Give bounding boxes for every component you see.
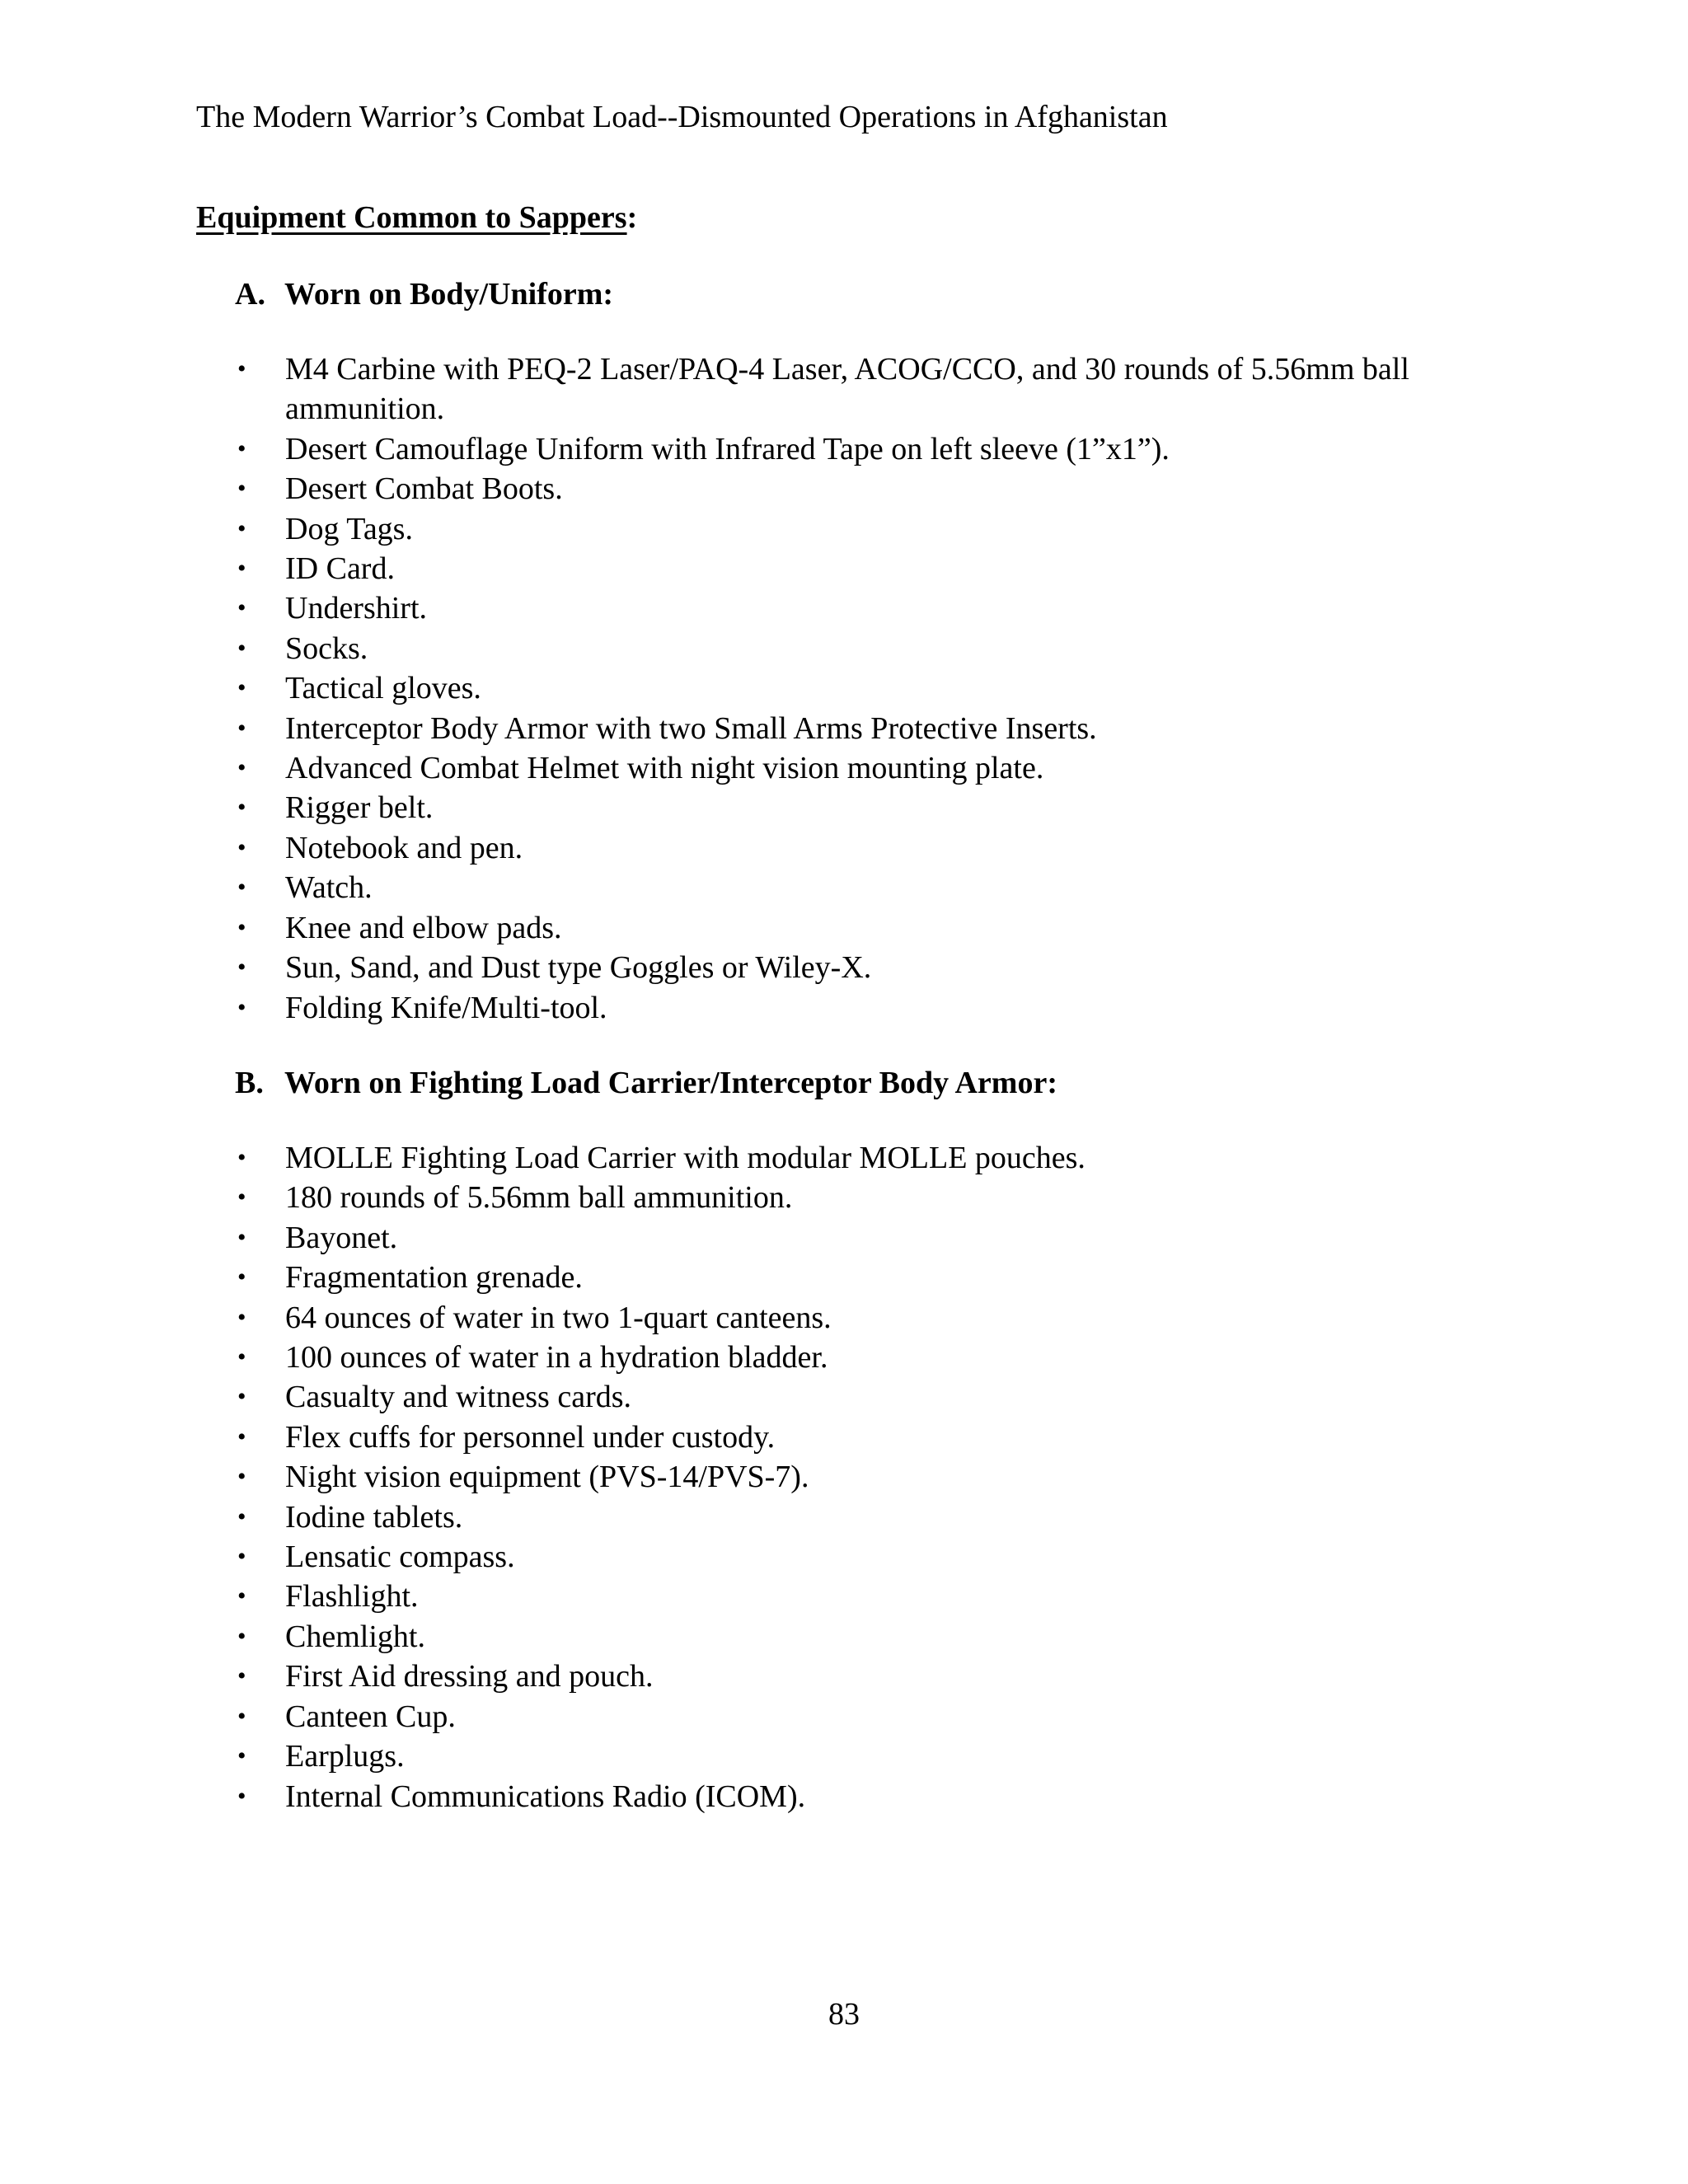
bullet-icon: • bbox=[237, 555, 246, 583]
section-heading bbox=[196, 198, 637, 237]
bullet-icon: • bbox=[237, 874, 246, 902]
list-item bbox=[0, 668, 1688, 708]
list-item bbox=[0, 1258, 1688, 1297]
bullet-icon: • bbox=[237, 714, 246, 742]
list-item bbox=[0, 549, 1688, 588]
list-item bbox=[0, 709, 1688, 748]
list-item bbox=[0, 868, 1688, 907]
list-item bbox=[0, 588, 1688, 628]
bullet-icon: • bbox=[237, 1223, 246, 1251]
bullet-icon: • bbox=[237, 1622, 246, 1650]
list-item-text: Undershirt. bbox=[285, 591, 428, 626]
list-item-text: Night vision equipment (PVS-14/PVS-7). bbox=[285, 1460, 809, 1495]
subsection-b-list bbox=[0, 1138, 1688, 1816]
bullet-icon: • bbox=[237, 913, 246, 941]
bullet-icon: • bbox=[237, 634, 246, 662]
bullet-icon: • bbox=[237, 1702, 246, 1730]
bullet-icon: • bbox=[237, 1742, 246, 1770]
list-item-text: Knee and elbow pads. bbox=[285, 910, 562, 945]
list-item bbox=[0, 1537, 1688, 1577]
list-item bbox=[0, 828, 1688, 868]
bullet-icon: • bbox=[237, 1183, 246, 1212]
list-item bbox=[0, 1497, 1688, 1537]
list-item bbox=[0, 1457, 1688, 1497]
list-item bbox=[0, 1777, 1688, 1816]
list-item-text: Advanced Combat Helmet with night vision mounting plate. bbox=[285, 751, 1044, 786]
running-header: The Modern Warrior’s Combat Load--Dismounted Operations in Afghanistan bbox=[196, 100, 1168, 134]
list-item bbox=[0, 988, 1688, 1028]
list-item-text: Lensatic compass. bbox=[285, 1540, 515, 1575]
list-item-text: Internal Communications Radio (ICOM). bbox=[285, 1779, 806, 1814]
bullet-icon: • bbox=[237, 1343, 246, 1371]
bullet-icon: • bbox=[237, 1502, 246, 1530]
list-item bbox=[0, 748, 1688, 788]
bullet-icon: • bbox=[237, 1662, 246, 1690]
list-item bbox=[0, 1418, 1688, 1457]
list-item-text: ID Card. bbox=[285, 551, 395, 587]
list-item bbox=[0, 1218, 1688, 1258]
bullet-icon: • bbox=[237, 1582, 246, 1610]
list-item-text: 180 rounds of 5.56mm ball ammunition. bbox=[285, 1180, 793, 1216]
section-heading-suffix: : bbox=[626, 200, 638, 235]
list-item bbox=[0, 1377, 1688, 1417]
list-item bbox=[0, 429, 1688, 469]
list-item-text: Fragmentation grenade. bbox=[285, 1260, 583, 1296]
list-item-text: Rigger belt. bbox=[285, 790, 434, 826]
bullet-icon: • bbox=[237, 993, 246, 1021]
list-item bbox=[0, 948, 1688, 987]
list-item-text: Notebook and pen. bbox=[285, 830, 523, 865]
bullet-icon: • bbox=[237, 355, 246, 382]
list-item-text: Watch. bbox=[285, 870, 373, 906]
bullet-icon: • bbox=[237, 475, 246, 503]
subsection-a-list bbox=[0, 349, 1688, 1028]
list-item bbox=[0, 1298, 1688, 1338]
list-item-text: Dog Tags. bbox=[285, 511, 413, 546]
list-item-text: Chemlight. bbox=[285, 1619, 425, 1654]
bullet-icon: • bbox=[237, 1144, 246, 1171]
section-heading-text: Equipment Common to Sappers bbox=[196, 200, 627, 235]
subsection-a-letter: A. bbox=[235, 277, 265, 312]
list-item bbox=[0, 469, 1688, 509]
page-number: 83 bbox=[828, 1997, 860, 2032]
subsection-b-heading bbox=[235, 1063, 1057, 1103]
bullet-icon: • bbox=[237, 1543, 246, 1571]
bullet-icon: • bbox=[237, 434, 246, 462]
subsection-a-title: Worn on Body/Uniform: bbox=[284, 277, 614, 312]
bullet-icon: • bbox=[237, 674, 246, 702]
list-item-text: Bayonet. bbox=[285, 1220, 398, 1255]
bullet-icon: • bbox=[237, 1782, 246, 1810]
list-item-text: Folding Knife/Multi-tool. bbox=[285, 990, 607, 1025]
list-item bbox=[0, 1657, 1688, 1696]
bullet-icon: • bbox=[237, 1422, 246, 1451]
bullet-icon: • bbox=[237, 1303, 246, 1331]
bullet-icon: • bbox=[237, 514, 246, 542]
bullet-icon: • bbox=[237, 954, 246, 982]
subsection-b-letter: B. bbox=[235, 1066, 264, 1100]
list-item bbox=[0, 349, 1688, 429]
list-item bbox=[0, 629, 1688, 668]
list-item bbox=[0, 1577, 1688, 1616]
list-item-text: Sun, Sand, and Dust type Goggles or Wiley-X. bbox=[285, 950, 872, 986]
list-item-text: Flashlight. bbox=[285, 1579, 419, 1615]
list-item-text: Interceptor Body Armor with two Small Arms Protective Inserts. bbox=[285, 710, 1097, 746]
list-item-text: Canteen Cup. bbox=[285, 1699, 456, 1734]
bullet-icon: • bbox=[237, 794, 246, 822]
bullet-icon: • bbox=[237, 1263, 246, 1291]
list-item bbox=[0, 1178, 1688, 1217]
list-item-text: Iodine tablets. bbox=[285, 1499, 463, 1535]
list-item-text: First Aid dressing and pouch. bbox=[285, 1659, 654, 1694]
list-item-text: Tactical gloves. bbox=[285, 671, 481, 706]
list-item-text: Socks. bbox=[285, 630, 368, 666]
list-item-text: Earplugs. bbox=[285, 1739, 405, 1774]
bullet-icon: • bbox=[237, 594, 246, 622]
list-item-text: Desert Camouflage Uniform with Infrared Tape on left sleeve (1”x1”). bbox=[285, 431, 1170, 466]
bullet-icon: • bbox=[237, 754, 246, 782]
list-item-text: Flex cuffs for personnel under custody. bbox=[285, 1419, 776, 1455]
list-item-text: 100 ounces of water in a hydration bladder. bbox=[285, 1340, 828, 1376]
list-item bbox=[0, 509, 1688, 549]
bullet-icon: • bbox=[237, 1463, 246, 1491]
list-item bbox=[0, 1138, 1688, 1178]
bullet-icon: • bbox=[237, 833, 246, 861]
list-item bbox=[0, 788, 1688, 827]
list-item-text: 64 ounces of water in two 1-quart canteens. bbox=[285, 1300, 832, 1335]
list-item bbox=[0, 1338, 1688, 1377]
list-item bbox=[0, 908, 1688, 948]
list-item-text: M4 Carbine with PEQ-2 Laser/PAQ-4 Laser, ACOG/CCO, and 30 rounds of 5.56mm ball ammunition. bbox=[285, 352, 1409, 427]
subsection-a-heading bbox=[235, 274, 613, 314]
list-item bbox=[0, 1617, 1688, 1657]
list-item bbox=[0, 1736, 1688, 1776]
list-item-text: Casualty and witness cards. bbox=[285, 1380, 632, 1415]
subsection-b-title: Worn on Fighting Load Carrier/Interceptor Body Armor: bbox=[284, 1066, 1057, 1100]
list-item-text: MOLLE Fighting Load Carrier with modular MOLLE pouches. bbox=[285, 1141, 1085, 1175]
list-item bbox=[0, 1697, 1688, 1736]
list-item-text: Desert Combat Boots. bbox=[285, 471, 563, 507]
bullet-icon: • bbox=[237, 1383, 246, 1411]
